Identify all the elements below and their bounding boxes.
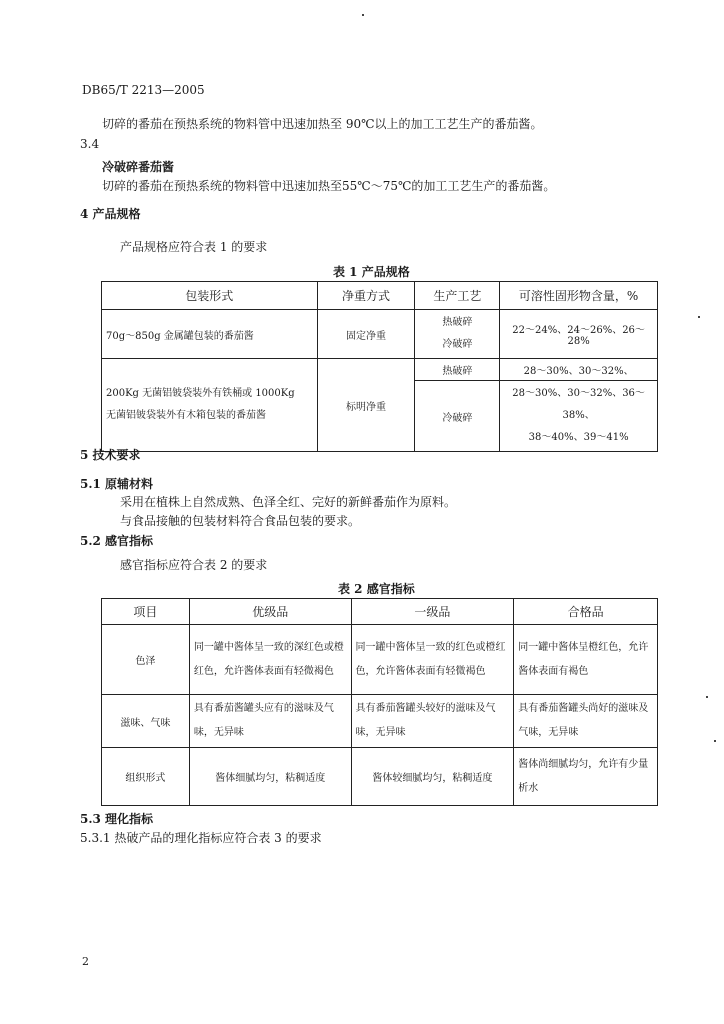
section-3-4-title: 冷破碎番茄酱: [102, 160, 175, 174]
section-3-4-text: 切碎的番茄在预热系统的物料管中迅速加热至55℃～75℃的加工工艺生产的番茄酱。: [102, 179, 556, 193]
table2-header-first: 一级品: [351, 599, 514, 625]
table1-cell-process: 冷破碎: [415, 381, 500, 452]
table1-header-weight: 净重方式: [317, 282, 415, 310]
page-number: 2: [82, 955, 89, 968]
table2-cell-item: 滋味、气味: [102, 695, 190, 748]
table2-cell-first: 酱体较细腻均匀，粘稠适度: [351, 748, 514, 806]
table2-cell-premium: 同一罐中酱体呈一致的深红色或橙红色，允许酱体表面有轻微褐色: [189, 625, 351, 695]
section-5-heading: 5 技术要求: [80, 448, 141, 462]
table1-cell-solids: [500, 381, 658, 452]
section-3-3-text: 切碎的番茄在预热系统的物料管中迅速加热至 90℃以上的加工工艺生产的番茄酱。: [102, 117, 543, 131]
table2-cell-qualified: 具有番茄酱罐头尚好的滋味及气味，无异味: [514, 695, 658, 748]
scan-speck: [698, 316, 700, 318]
section-5-2-text: 感官指标应符合表 2 的要求: [120, 558, 268, 572]
table2-cell-premium: 酱体细腻均匀，粘稠适度: [189, 748, 351, 806]
sensory-index-table: [101, 598, 658, 806]
packaging-line-2: 无菌铝铍袋装外有木箱包装的番茄酱: [106, 410, 266, 421]
product-spec-table: [101, 281, 658, 452]
table2-row-color: [102, 625, 658, 695]
table1-cell-weight: 标明净重: [317, 359, 415, 452]
section-5-1-text-1: 采用在植株上自然成熟、色泽全红、完好的新鲜番茄作为原料。: [120, 495, 457, 509]
table2-cell-qualified: 酱体尚细腻均匀，允许有少量析水: [514, 748, 658, 806]
process-hot-break: 热破碎: [442, 317, 473, 328]
table1-header-packaging: 包装形式: [102, 282, 318, 310]
table1-header-row: [102, 282, 658, 310]
table1-cell-process: [415, 310, 500, 359]
table1-cell-packaging: 70g～850g 金属罐包装的番茄酱: [102, 310, 318, 359]
section-4-text: 产品规格应符合表 1 的要求: [120, 240, 268, 254]
section-3-4-number: 3.4: [80, 137, 100, 151]
table1-cell-solids: 28～30%、30～32%、: [500, 359, 658, 381]
table2-cell-item: 色泽: [102, 625, 190, 695]
section-5-2-heading: 5.2 感官指标: [80, 534, 154, 548]
section-5-1-heading: 5.1 原辅材料: [80, 477, 154, 491]
table2-cell-item: 组织形式: [102, 748, 190, 806]
table2-row-texture: [102, 748, 658, 806]
packaging-line-1: 200Kg 无菌铝铍袋装外有铁桶或 1000Kg: [106, 388, 295, 399]
table2-cell-premium: 具有番茄酱罐头应有的滋味及气味，无异味: [189, 695, 351, 748]
section-5-3-1-text: 5.3.1 热破产品的理化指标应符合表 3 的要求: [80, 831, 322, 845]
table2-header-premium: 优级品: [189, 599, 351, 625]
doc-id-header: DB65/T 2213—2005: [82, 83, 205, 97]
section-5-3-heading: 5.3 理化指标: [80, 812, 154, 826]
solids-line-1: 28～30%、30～32%、36～38%、: [512, 388, 645, 421]
table2-cell-first: 具有番茄酱罐头较好的滋味及气味，无异味: [351, 695, 514, 748]
scan-speck: [362, 14, 364, 16]
table1-cell-weight: 固定净重: [317, 310, 415, 359]
table1-cell-packaging: [102, 359, 318, 452]
table1-header-solids: 可溶性固形物含量，%: [500, 282, 658, 310]
table1-row-aseptic-hot: [102, 359, 658, 381]
scan-speck: [706, 696, 708, 698]
table1-caption: 表 1 产品规格: [333, 265, 410, 279]
table2-cell-first: 同一罐中酱体呈一致的红色或橙红色，允许酱体表面有轻微褐色: [351, 625, 514, 695]
section-4-heading: 4 产品规格: [80, 207, 141, 221]
table2-header-qualified: 合格品: [514, 599, 658, 625]
table2-header-item: 项目: [102, 599, 190, 625]
table2-cell-qualified: 同一罐中酱体呈橙红色，允许酱体表面有褐色: [514, 625, 658, 695]
table1-cell-solids: 22～24%、24～26%、26～28%: [500, 310, 658, 359]
process-cold-break: 冷破碎: [442, 339, 473, 350]
solids-line-2: 38～40%、39～41%: [528, 432, 629, 443]
table1-row-metal-can: [102, 310, 658, 359]
table2-row-taste: [102, 695, 658, 748]
table1-cell-process: 热破碎: [415, 359, 500, 381]
section-5-1-text-2: 与食品接触的包装材料符合食品包装的要求。: [120, 514, 361, 528]
scan-speck: [714, 740, 716, 742]
table2-caption: 表 2 感官指标: [338, 582, 415, 596]
table1-header-process: 生产工艺: [415, 282, 500, 310]
table2-header-row: [102, 599, 658, 625]
